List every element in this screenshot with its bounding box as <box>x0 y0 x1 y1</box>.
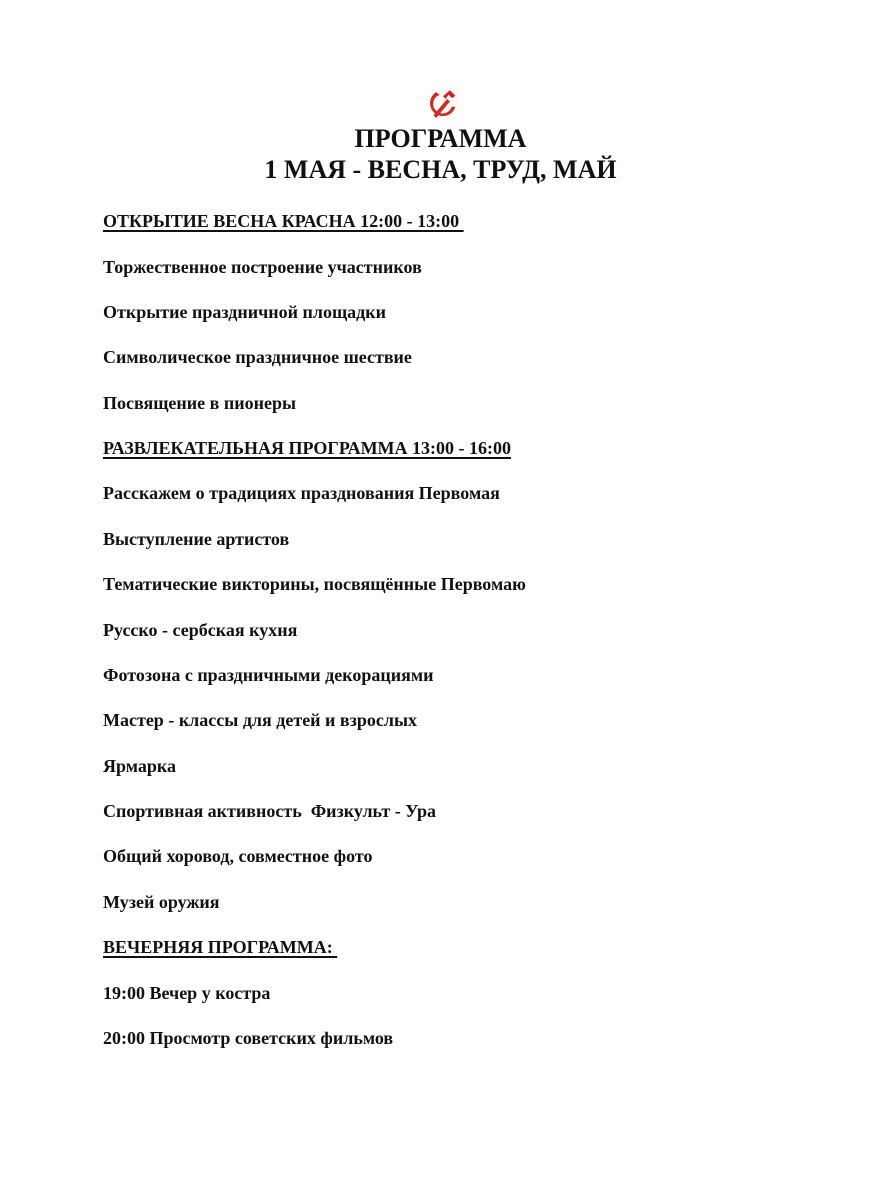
page-subtitle: 1 МАЯ - ВЕСНА, ТРУД, МАЙ <box>264 155 617 184</box>
program-item: Символическое праздничное шествие <box>103 347 412 367</box>
program-item: Расскажем о традициях празднования Первомая <box>103 483 500 503</box>
program-item: Ярмарка <box>103 756 176 776</box>
program-item: Музей оружия <box>103 892 220 912</box>
program-item: Тематические викторины, посвящённые Первомаю <box>103 574 526 594</box>
program-item: Посвящение в пионеры <box>103 393 297 413</box>
section-heading-opening: ОТКРЫТИЕ ВЕСНА КРАСНА 12:00 - 13:00 <box>103 211 464 231</box>
section-heading-evening: ВЕЧЕРНЯЯ ПРОГРАММА: <box>103 937 338 957</box>
program-item: Торжественное построение участников <box>103 257 422 277</box>
page-title: ПРОГРАММА <box>354 124 527 153</box>
hammer-and-sickle-icon <box>426 86 460 120</box>
program-item: Общий хоровод, совместное фото <box>103 846 373 866</box>
program-item: Русско - сербская кухня <box>103 620 298 640</box>
program-item: Спортивная активность Физкульт - Ура <box>103 801 436 821</box>
program-item: 20:00 Просмотр советских фильмов <box>103 1028 394 1048</box>
program-item: Выступление артистов <box>103 529 290 549</box>
program-item: 19:00 Вечер у костра <box>103 983 271 1003</box>
program-item: Фотозона с праздничными декорациями <box>103 665 434 685</box>
program-item: Открытие праздничной площадки <box>103 302 387 322</box>
program-item: Мастер - классы для детей и взрослых <box>103 710 418 730</box>
section-heading-entertainment: РАЗВЛЕКАТЕЛЬНАЯ ПРОГРАММА 13:00 - 16:00 <box>103 438 512 458</box>
